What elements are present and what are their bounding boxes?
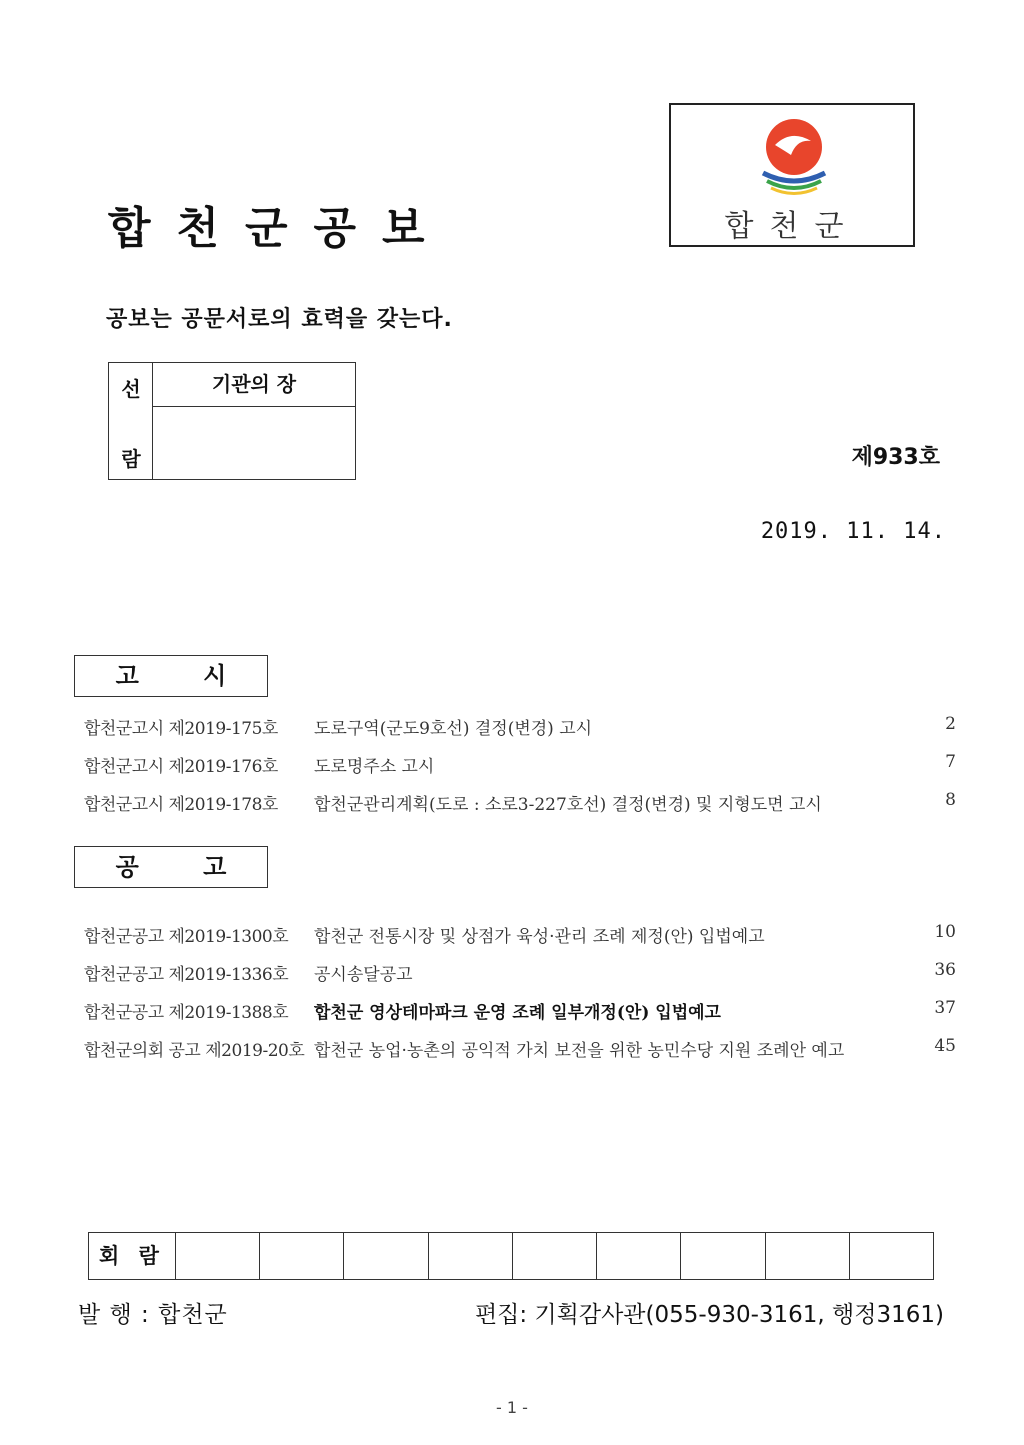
item-page: 8 [945,790,956,810]
list-item[interactable] [84,922,956,946]
logo-text: 합천군 [724,209,860,244]
item-title: 합천군 농업·농촌의 공익적 가치 보전을 위한 농민수당 지원 조례안 예고 [314,1041,845,1061]
section-label-announcement: 공 고 [74,846,268,888]
review-cell [850,1233,933,1279]
section-label-notice: 고 시 [74,655,268,697]
circulation-char-2: 람 [121,447,141,471]
item-title: 합천군 전통시장 및 상점가 육성·관리 조례 제정(안) 입법예고 [314,927,765,947]
subtitle: 공보는 공문서로의 효력을 갖는다. [106,307,453,332]
item-number: 합천군고시 제2019-178호 [84,795,278,815]
review-label: 회 람 [89,1233,176,1279]
item-title: 도로구역(군도9호선) 결정(변경) 고시 [314,719,593,739]
item-number: 합천군공고 제2019-1300호 [84,927,289,947]
issue-number: 제933호 [851,445,940,470]
issue-date: 2019. 11. 14. [760,519,946,544]
item-page: 36 [934,960,956,980]
editor-contact: 편집: 기획감사관(055-930-3161, 행정3161) [474,1302,944,1328]
item-number: 합천군공고 제2019-1336호 [84,965,289,985]
item-title: 합천군 영상테마파크 운영 조례 일부개정(안) 입법예고 [314,1003,721,1023]
county-logo [669,103,915,247]
circulation-header: 기관의 장 [153,363,355,407]
item-title: 합천군관리계획(도로 : 소로3-227호선) 결정(변경) 및 지형도면 고시 [314,795,822,815]
item-page: 7 [945,752,956,772]
circulation-side-column [109,363,153,479]
circulation-table [108,362,356,480]
review-cell [344,1233,428,1279]
review-cell [260,1233,344,1279]
list-item[interactable] [84,752,956,776]
item-page: 37 [934,998,956,1018]
page-number: - 1 - [496,1398,528,1417]
list-item[interactable] [84,1036,956,1060]
page-title: 합천군공보 [108,203,451,254]
item-page: 45 [934,1036,956,1056]
review-table [88,1232,934,1280]
item-page: 10 [934,922,956,942]
item-title: 공시송달공고 [314,965,413,985]
item-title: 도로명주소 고시 [314,757,435,777]
circulation-char-1: 선 [121,377,141,401]
review-cell [597,1233,681,1279]
review-cell [681,1233,765,1279]
county-emblem-icon [755,115,833,201]
review-cell [176,1233,260,1279]
list-item[interactable] [84,998,956,1022]
list-item[interactable] [84,790,956,814]
list-item[interactable] [84,714,956,738]
item-number: 합천군공고 제2019-1388호 [84,1003,289,1023]
review-cell [429,1233,513,1279]
item-number: 합천군의회 공고 제2019-20호 [84,1041,305,1061]
list-item[interactable] [84,960,956,984]
publisher: 발 행 : 합천군 [78,1302,228,1328]
review-cell [513,1233,597,1279]
review-cell [766,1233,850,1279]
item-page: 2 [945,714,956,734]
item-number: 합천군고시 제2019-176호 [84,757,278,777]
item-number: 합천군고시 제2019-175호 [84,719,278,739]
